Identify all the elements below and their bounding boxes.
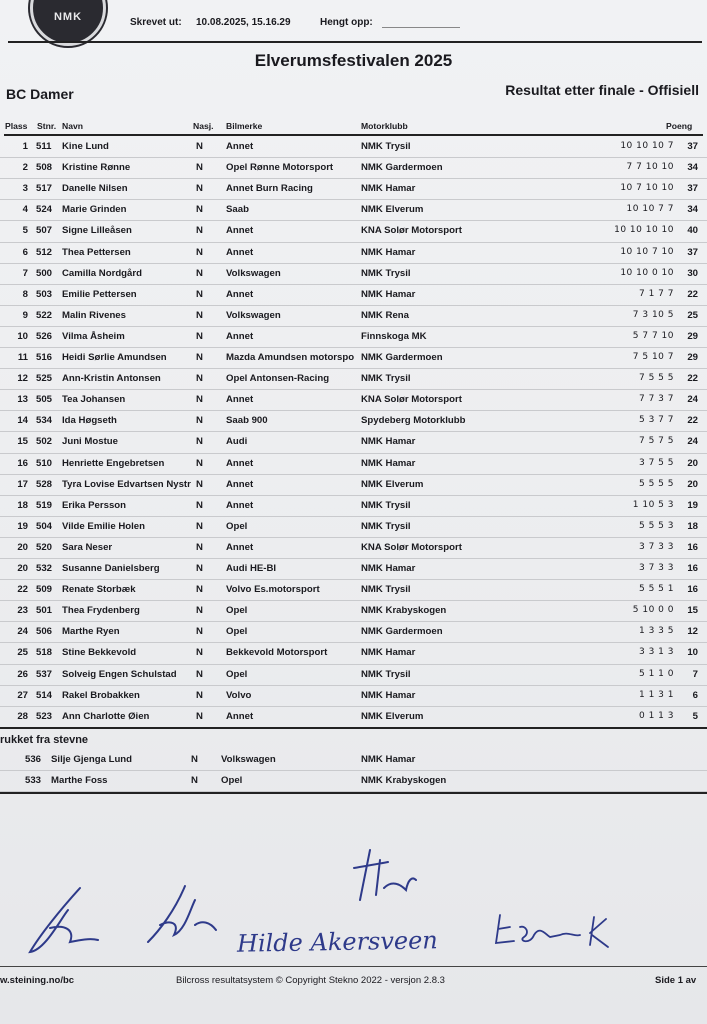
nationality: N: [196, 626, 203, 638]
total-points: 37: [687, 246, 698, 258]
col-plass: Plass: [5, 121, 28, 131]
nationality: N: [196, 288, 203, 300]
motor-club: NMK Hamar: [361, 183, 416, 195]
total-points: 34: [687, 162, 698, 174]
heat-points: 10 10 0 10: [620, 267, 674, 278]
total-points: 25: [687, 309, 698, 321]
car-make: Opel Antonsen-Racing: [226, 373, 330, 385]
car-make: Opel: [226, 605, 248, 617]
motor-club: NMK Elverum: [361, 478, 424, 490]
driver-name: Silje Gjenga Lund: [51, 754, 133, 765]
nationality: N: [196, 605, 203, 617]
start-number: 518: [36, 647, 53, 659]
heat-points: 7 5 7 5: [639, 436, 674, 447]
nationality: N: [196, 267, 203, 279]
driver-name: Stine Bekkevold: [62, 647, 137, 659]
driver-name: Kristine Rønne: [62, 162, 131, 174]
start-number: 508: [36, 162, 53, 174]
total-points: 19: [687, 499, 698, 511]
start-number: 522: [36, 309, 53, 321]
start-number: 511: [36, 141, 52, 152]
total-points: 7: [692, 668, 698, 680]
start-number: 509: [36, 584, 53, 596]
nationality: N: [196, 352, 203, 363]
place: 28: [17, 710, 28, 722]
motor-club: NMK Trysil: [361, 584, 411, 596]
heat-points: 5 5 5 1: [639, 584, 674, 595]
driver-name: Ida Høgseth: [62, 415, 117, 427]
withdrawn-end-divider: [0, 792, 707, 794]
place: 12: [17, 373, 28, 385]
table-row: [0, 538, 707, 559]
table-row: [0, 264, 707, 285]
table-row: [0, 580, 707, 601]
table-row: [0, 327, 707, 348]
place: 27: [17, 689, 28, 701]
heat-points: 1 10 5 3: [632, 499, 674, 510]
heat-points: 5 10 0 0: [632, 605, 674, 616]
signature-2: [140, 880, 230, 950]
driver-name: Ann Charlotte Øien: [62, 710, 150, 722]
place: 3: [22, 183, 28, 195]
driver-name: Camilla Nordgård: [62, 267, 142, 279]
heat-points: 10 10 10 10: [614, 225, 674, 236]
col-nasj: Nasj.: [193, 121, 214, 131]
posted-blank-line: [382, 27, 460, 28]
motor-club: NMK Hamar: [361, 754, 416, 765]
place: 8: [22, 288, 28, 300]
col-navn: Navn: [62, 121, 84, 131]
event-title: Elverumsfestivalen 2025: [254, 51, 453, 70]
total-points: 37: [687, 141, 698, 152]
driver-name: Thea Frydenberg: [62, 605, 140, 617]
heat-points: 5 3 7 7: [639, 415, 674, 426]
motor-club: KNA Solør Motorsport: [361, 225, 462, 237]
place: 26: [17, 668, 28, 680]
place: 19: [17, 520, 28, 532]
start-number: 510: [36, 457, 53, 469]
total-points: 29: [687, 352, 698, 363]
place: 2: [22, 162, 28, 174]
total-points: 22: [687, 415, 698, 427]
motor-club: NMK Hamar: [361, 563, 416, 574]
total-points: 10: [687, 647, 698, 659]
total-points: 22: [687, 373, 698, 385]
heat-points: 10 10 10 7: [620, 141, 674, 151]
withdrawn-row: [0, 771, 707, 792]
signature-top: [350, 840, 420, 910]
start-number: 528: [36, 478, 53, 490]
table-row: [0, 665, 707, 686]
table-row: [0, 454, 707, 475]
car-make: Annet: [226, 394, 254, 406]
nationality: N: [196, 563, 203, 574]
motor-club: NMK Hamar: [361, 689, 416, 701]
car-make: Audi: [226, 436, 248, 448]
heat-points: 10 7 10 10: [620, 183, 674, 194]
place: 15: [17, 436, 28, 448]
heat-points: 7 7 3 7: [639, 394, 674, 405]
car-make: Volvo Es.motorsport: [226, 584, 320, 596]
results-end-divider: [0, 727, 707, 729]
car-make: Volvo: [226, 689, 252, 701]
car-make: Opel: [226, 668, 248, 680]
table-row: [0, 306, 707, 327]
total-points: 6: [692, 689, 698, 701]
table-row: [0, 559, 707, 580]
table-row: [0, 285, 707, 306]
footer-website: w.steining.no/bc: [0, 975, 75, 986]
nationality: N: [191, 775, 198, 786]
motor-club: Finnskoga MK: [361, 330, 427, 342]
nationality: N: [196, 689, 203, 701]
motor-club: NMK Hamar: [361, 436, 416, 448]
total-points: 40: [687, 225, 698, 237]
motor-club: KNA Solør Motorsport: [361, 394, 462, 406]
nationality: N: [196, 584, 203, 596]
total-points: 16: [687, 584, 698, 596]
nationality: N: [196, 647, 203, 659]
table-row: [0, 200, 707, 221]
heat-points: 5 1 1 0: [639, 668, 674, 679]
footer-page: Side 1 av: [655, 975, 697, 986]
table-row: [0, 411, 707, 432]
place: 16: [17, 457, 28, 469]
place: 13: [17, 394, 28, 406]
nationality: N: [196, 499, 203, 511]
table-row: [0, 179, 707, 200]
motor-club: NMK Rena: [361, 309, 409, 321]
col-motorklubb: Motorklubb: [361, 121, 408, 131]
driver-name: Tea Johansen: [62, 394, 126, 406]
car-make: Annet Burn Racing: [226, 183, 313, 195]
car-make: Annet: [226, 330, 254, 342]
motor-club: NMK Hamar: [361, 457, 416, 469]
start-number: 537: [36, 668, 53, 680]
heat-points: 3 7 5 5: [639, 457, 674, 468]
nationality: N: [196, 183, 203, 195]
total-points: 18: [687, 520, 698, 532]
driver-name: Sara Neser: [62, 541, 113, 553]
start-number: 504: [36, 520, 53, 532]
motor-club: Spydeberg Motorklubb: [361, 415, 466, 427]
posted-label: Hengt opp:: [320, 17, 373, 28]
place: 6: [22, 246, 28, 258]
start-number: 500: [36, 267, 53, 279]
total-points: 15: [687, 605, 698, 617]
car-make: Annet: [226, 710, 254, 722]
place: 4: [22, 204, 28, 216]
nationality: N: [196, 668, 203, 680]
motor-club: NMK Trysil: [361, 499, 411, 511]
motor-club: NMK Krabyskogen: [361, 605, 447, 617]
start-number: 523: [36, 710, 53, 722]
motor-club: NMK Gardermoen: [361, 162, 443, 174]
place: 14: [17, 415, 28, 427]
nationality: N: [196, 330, 203, 342]
place: 22: [17, 584, 28, 596]
driver-name: Heidi Sørlie Amundsen: [62, 352, 167, 363]
start-number: 514: [36, 689, 53, 701]
motor-club: NMK Gardermoen: [361, 626, 443, 638]
motor-club: NMK Gardermoen: [361, 352, 443, 363]
car-make: Bekkevold Motorsport: [226, 647, 328, 659]
motor-club: NMK Elverum: [361, 204, 424, 216]
driver-name: Marthe Foss: [51, 775, 108, 786]
start-number: 525: [36, 373, 53, 385]
car-make: Annet: [226, 141, 254, 152]
place: 11: [17, 352, 28, 363]
driver-name: Susanne Danielsberg: [62, 563, 160, 574]
car-make: Opel: [226, 520, 248, 532]
col-poeng: Poeng: [666, 121, 693, 131]
printed-label: Skrevet ut:: [130, 17, 182, 28]
driver-name: Kine Lund: [62, 141, 109, 152]
total-points: 20: [687, 478, 698, 490]
heat-points: 7 7 10 10: [626, 162, 674, 173]
heat-points: 7 5 5 5: [639, 373, 674, 384]
signature-4: [490, 905, 630, 955]
col-stnr: Stnr.: [37, 121, 57, 131]
place: 7: [22, 267, 28, 279]
table-row: [0, 369, 707, 390]
start-number: 503: [36, 288, 53, 300]
motor-club: NMK Trysil: [361, 373, 411, 385]
start-number: 505: [36, 394, 53, 406]
car-make: Annet: [226, 225, 254, 237]
heat-points: 1 3 3 5: [639, 626, 674, 637]
heat-points: 7 1 7 7: [639, 288, 674, 299]
motor-club: NMK Krabyskogen: [361, 775, 447, 786]
table-row: [0, 158, 707, 179]
car-make: Volkswagen: [221, 754, 276, 765]
header-divider: [8, 41, 702, 43]
car-make: Annet: [226, 246, 254, 258]
heat-points: 10 10 7 7: [626, 204, 674, 215]
start-number: 506: [36, 626, 53, 638]
place: 9: [22, 309, 28, 321]
nationality: N: [196, 520, 203, 532]
car-make: Volkswagen: [226, 309, 281, 321]
start-number: 502: [36, 436, 53, 448]
driver-name: Signe Lilleåsen: [62, 225, 132, 237]
start-number: 532: [36, 563, 53, 574]
motor-club: NMK Elverum: [361, 710, 424, 722]
total-points: 24: [687, 436, 698, 448]
car-make: Annet: [226, 499, 254, 511]
footer-divider: [0, 966, 707, 967]
nationality: N: [196, 162, 203, 174]
start-number: 524: [36, 204, 53, 216]
withdrawn-title: rukket fra stevne: [0, 734, 89, 746]
nationality: N: [196, 204, 203, 216]
motor-club: NMK Trysil: [361, 141, 411, 152]
club-logo: [30, 0, 106, 46]
car-make: Opel Rønne Motorsport: [226, 162, 334, 174]
driver-name: Renate Storbæk: [62, 584, 136, 596]
place: 18: [17, 499, 28, 511]
table-row: [0, 601, 707, 622]
car-make: Saab 900: [226, 415, 268, 427]
heat-points: 5 5 5 3: [639, 520, 674, 531]
place: 17: [17, 478, 28, 490]
table-row: [0, 432, 707, 453]
nationality: N: [196, 457, 203, 469]
table-row: [0, 686, 707, 707]
nationality: N: [191, 754, 198, 765]
driver-name: Erika Persson: [62, 499, 126, 511]
place: 23: [17, 605, 28, 617]
table-row: [0, 517, 707, 538]
signature-3: Hilde Akersveen: [236, 926, 438, 958]
total-points: 22: [687, 288, 698, 300]
total-points: 20: [687, 457, 698, 469]
table-row: [0, 243, 707, 264]
motor-club: KNA Solør Motorsport: [361, 541, 462, 553]
nationality: N: [196, 541, 203, 553]
total-points: 16: [687, 563, 698, 574]
table-row: [0, 622, 707, 643]
table-row: [0, 348, 707, 369]
nationality: N: [196, 394, 203, 406]
start-number: 520: [36, 541, 53, 553]
motor-club: NMK Hamar: [361, 647, 416, 659]
car-make: Opel: [226, 626, 248, 638]
driver-name: Tyra Lovise Edvartsen Nystr: [62, 478, 191, 490]
heat-points: 7 5 10 7: [632, 352, 674, 362]
motor-club: NMK Trysil: [361, 520, 411, 532]
footer-copyright: Bilcross resultatsystem © Copyright Stekno 2022 - versjon 2.8.3: [176, 975, 445, 986]
start-number: 501: [36, 605, 53, 617]
total-points: 30: [687, 267, 698, 279]
heat-points: 7 3 10 5: [632, 309, 674, 320]
signature-1: [20, 880, 110, 960]
driver-name: Henriette Engebretsen: [62, 457, 165, 469]
start-number: 533: [25, 775, 42, 786]
class-name: BC Damer: [6, 86, 74, 102]
total-points: 29: [687, 330, 698, 342]
nationality: N: [196, 309, 203, 321]
table-row: [0, 496, 707, 517]
motor-club: NMK Trysil: [361, 267, 411, 279]
start-number: 519: [36, 499, 53, 511]
start-number: 516: [36, 352, 53, 363]
start-number: 517: [36, 183, 53, 195]
heat-points: 1 1 3 1: [639, 689, 674, 700]
logo-text: NMK: [53, 11, 83, 23]
heat-points: 10 10 7 10: [620, 246, 674, 257]
place: 20: [17, 563, 28, 574]
driver-name: Ann-Kristin Antonsen: [62, 373, 161, 385]
car-make: Annet: [226, 541, 254, 553]
table-row: [0, 390, 707, 411]
total-points: 12: [687, 626, 698, 638]
start-number: 536: [25, 754, 42, 765]
start-number: 512: [36, 246, 53, 258]
driver-name: Emilie Pettersen: [62, 288, 137, 300]
table-row: [0, 707, 707, 728]
heat-points: 3 7 3 3: [639, 541, 674, 552]
total-points: 37: [687, 183, 698, 195]
car-make: Saab: [226, 204, 249, 216]
driver-name: Malin Rivenes: [62, 309, 126, 321]
total-points: 24: [687, 394, 698, 406]
nationality: N: [196, 141, 203, 152]
nationality: N: [196, 710, 203, 722]
driver-name: Vilde Emilie Holen: [62, 520, 145, 532]
heat-points: 3 3 1 3: [639, 647, 674, 658]
heat-points: 5 5 5 5: [639, 478, 674, 489]
car-make: Annet: [226, 288, 254, 300]
driver-name: Thea Pettersen: [62, 246, 131, 258]
driver-name: Rakel Brobakken: [62, 689, 140, 701]
table-row: [0, 475, 707, 496]
printed-value: 10.08.2025, 15.16.29: [196, 17, 291, 28]
total-points: 16: [687, 541, 698, 553]
col-bilmerke: Bilmerke: [226, 121, 263, 131]
car-make: Opel: [221, 775, 243, 786]
car-make: Annet: [226, 478, 254, 490]
start-number: 507: [36, 225, 53, 237]
place: 1: [22, 141, 28, 152]
total-points: 5: [692, 710, 698, 722]
car-make: Mazda Amundsen motorspo: [226, 352, 355, 363]
driver-name: Danelle Nilsen: [62, 183, 128, 195]
nationality: N: [196, 373, 203, 385]
heat-points: 5 7 7 10: [632, 330, 674, 341]
place: 10: [17, 330, 28, 342]
driver-name: Marthe Ryen: [62, 626, 120, 638]
result-status: Resultat etter finale - Offisiell: [505, 82, 699, 98]
motor-club: NMK Trysil: [361, 668, 411, 680]
table-row: [0, 137, 707, 158]
nationality: N: [196, 436, 203, 448]
nationality: N: [196, 415, 203, 427]
total-points: 34: [687, 204, 698, 216]
place: 24: [17, 626, 28, 638]
place: 5: [22, 225, 28, 237]
motor-club: NMK Hamar: [361, 246, 416, 258]
table-row: [0, 221, 707, 242]
nationality: N: [196, 246, 203, 258]
car-make: Audi HE-BI: [226, 563, 277, 574]
start-number: 526: [36, 330, 53, 342]
car-make: Annet: [226, 457, 254, 469]
place: 20: [17, 541, 28, 553]
heat-points: 3 7 3 3: [639, 563, 674, 573]
driver-name: Juni Mostue: [62, 436, 118, 448]
driver-name: Solveig Engen Schulstad: [62, 668, 177, 680]
motor-club: NMK Hamar: [361, 288, 416, 300]
driver-name: Vilma Åsheim: [62, 330, 125, 342]
withdrawn-row: [0, 750, 707, 771]
car-make: Volkswagen: [226, 267, 281, 279]
place: 25: [17, 647, 28, 659]
driver-name: Marie Grinden: [62, 204, 127, 216]
nationality: N: [196, 478, 203, 490]
nationality: N: [196, 225, 203, 237]
table-header-divider: [4, 134, 703, 136]
table-row: [0, 643, 707, 664]
heat-points: 0 1 1 3: [639, 710, 674, 721]
start-number: 534: [36, 415, 53, 427]
